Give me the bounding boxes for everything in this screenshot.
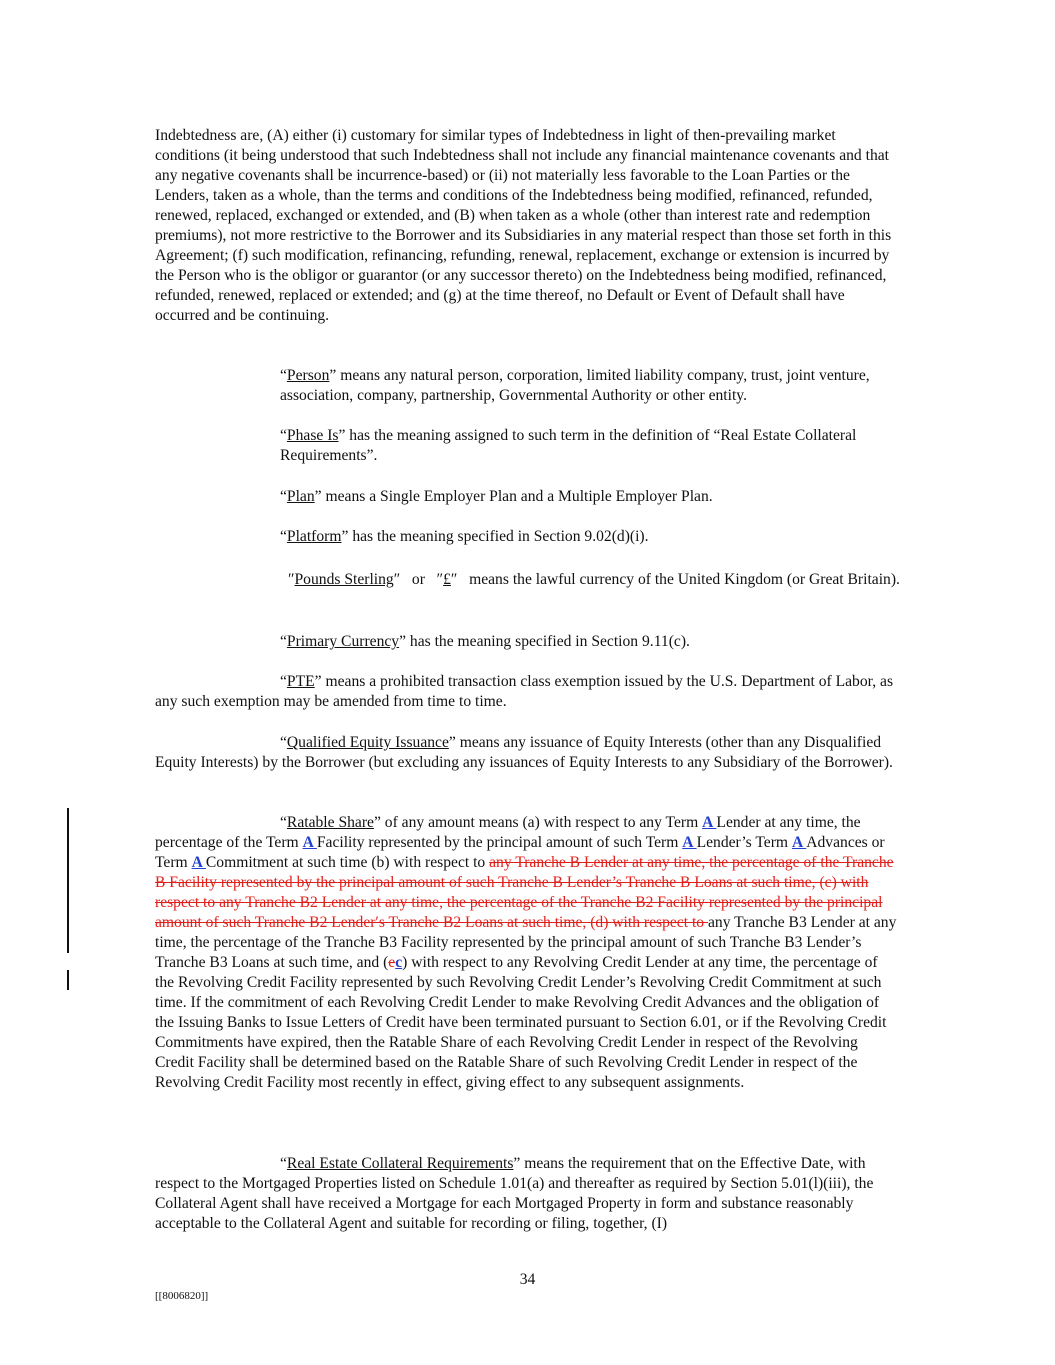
quote-mark: “ [280,1155,287,1172]
defined-term-symbol: £ [443,571,451,588]
definition-text: Facility represented by the principal amount of such Term [316,834,683,851]
definition-text: Lender’s Term [696,834,792,851]
page-number: 34 [519,1271,536,1288]
change-bar [67,808,69,953]
definition-text: ” has the meaning specified in Section 9.11(c). [399,633,690,650]
inserted-text: A [191,854,206,871]
definition-text: Lender at any time, the percentage of the Term [155,814,861,851]
defined-term: Plan [286,488,315,505]
defined-term: Person [286,367,330,384]
inserted-text: A [302,834,317,851]
definition-text: Advances or Term [155,834,885,871]
defined-term: Primary Currency [286,633,400,650]
definition-primary-currency [155,632,900,652]
quote-mark: “ [280,734,287,751]
definition-text: ” means any issuance of Equity Interests (other than any Disqualified Equity Interests) by the Borrower (but excluding any issuances of Equity Interests to any Subsidiary of the Borrower). [155,734,893,771]
definition-text: ” means a Single Employer Plan and a Multiple Employer Plan. [314,488,713,505]
definition-phase-is [155,426,900,466]
definition-real-estate-collateral-requirements [155,1154,900,1234]
definition-text: any Tranche B3 Lender at any time, the percentage of the Tranche B3 Facility represented by the principal amount of such Tranche B3 Lender’s Tranche B3 Loans at such time, and ( [155,914,897,971]
definition-person [155,366,900,406]
defined-term: Qualified Equity Issuance [286,734,449,751]
quote-mark: ″ [288,571,295,588]
defined-term: Phase Is [286,427,339,444]
definition-text: ″ or ″ [393,571,444,588]
definition-text: ” means any natural person, corporation, limited liability company, trust, joint venture, association, company, partnership, Governmental Authority or other entity. [280,367,870,404]
inserted-text: A [702,814,717,831]
definition-text: ” of any amount means (a) with respect to any Term [373,814,703,831]
definition-ratable-share [155,813,900,1093]
definition-text: ” means the requirement that on the Effective Date, with respect to the Mortgaged Properties listed on Schedule 1.01(a) and thereafter as required by Section 5.01(l)(iii), the Collateral Agent shall have received a Mortgage for each Mortgaged Property in form and substance reasonably acceptable to the Collateral Agent and suitable for recording or filing, together, (I) [155,1155,874,1232]
change-bar [67,970,69,990]
definition-text: ) with respect to any Revolving Credit Lender at any time, the percentage of the Revolving Credit Facility represented by such Revolving Credit Lender’s Revolving Credit Commitment at such time. If the commitment of each Revolving Credit Lender to make Revolving Credit Advances and the obligation of the Issuing Banks to Issue Letters of Credit have been terminated pursuant to Section 6.01, or if the Revolving Credit Commitments have expired, then the Ratable Share of each Revolving Credit Lender in respect of the Revolving Credit Facility shall be determined based on the Ratable Share of such Revolving Credit Lender in respect of the Revolving Credit Facility most recently in effect, giving effect to any subsequent assignments. [155,954,887,1091]
definition-text: ” means a prohibited transaction class exemption issued by the U.S. Department of Labor, as any such exemption may be amended from time to time. [155,673,894,710]
defined-term: Real Estate Collateral Requirements [286,1155,514,1172]
defined-term: PTE [286,673,315,690]
quote-mark: “ [280,633,287,650]
definition-pte [155,672,900,712]
definition-plan [155,487,900,507]
inserted-text: c [395,954,403,971]
definition-qualified-equity-issuance [155,733,900,773]
defined-term: Pounds Sterling [294,571,394,588]
definition-text: Commitment at such time (b) with respect to [205,854,490,871]
definition-text: ″ means the lawful currency of the United Kingdom (or Great Britain). [450,571,900,588]
defined-term: Ratable Share [286,814,374,831]
deleted-text: any Tranche B Lender at any time, the percentage of the Tranche B Facility represented by the principal amount of such Tranche B Lender’s Tranche B Loans at such time, (c) with respect to any Tranche B2 Lender at any time, the percentage of the Tranche B2 Facility represented by the principal amount of such Tranche B2 Lender′s Tranche B2 Loans at such time, (d) with respect to [155,854,894,931]
inserted-text: A [682,834,697,851]
quote-mark: “ [280,488,287,505]
quote-mark: “ [280,814,287,831]
document-id: [[8006820]] [155,1290,209,1302]
quote-mark: “ [280,367,287,384]
definition-text: ” has the meaning specified in Section 9.02(d)(i). [341,528,649,545]
definition-text: ” has the meaning assigned to such term in the definition of “Real Estate Collateral Requirements”. [280,427,857,464]
inserted-text: A [791,834,807,851]
deleted-text: e [388,954,396,971]
quote-mark: “ [280,528,287,545]
quote-mark: “ [280,673,287,690]
quote-mark: “ [280,427,287,444]
paragraph-continuation: Indebtedness are, (A) either (i) customary for similar types of Indebtedness in light of then-prevailing market conditions (it being understood that such Indebtedness shall not include any financial maintenance covenants and that any negative covenants shall be incurrence-based) or (ii) not materially less favorable to the Loan Parties or the Lenders, taken as a whole, than the terms and conditions of the Indebtedness being modified, refinanced, refunded, renewed, replaced, exchanged or extended, and (B) when taken as a whole (other than interest rate and redemption premiums), not more restrictive to the Borrower and its Subsidiaries in any material respect than those set forth in this Agreement; (f) such modification, refinancing, refunding, renewal, replacement, exchange or extension is incurred by the Person who is the obligor or guarantor (or any successor thereto) on the Indebtedness being modified, refinanced, refunded, renewed, replaced or extended; and (g) at the time thereof, no Default or Event of Default shall have occurred and be continuing. [155,127,892,324]
definition-pounds-sterling [155,570,900,590]
definition-platform [155,527,900,547]
defined-term: Platform [286,528,342,545]
